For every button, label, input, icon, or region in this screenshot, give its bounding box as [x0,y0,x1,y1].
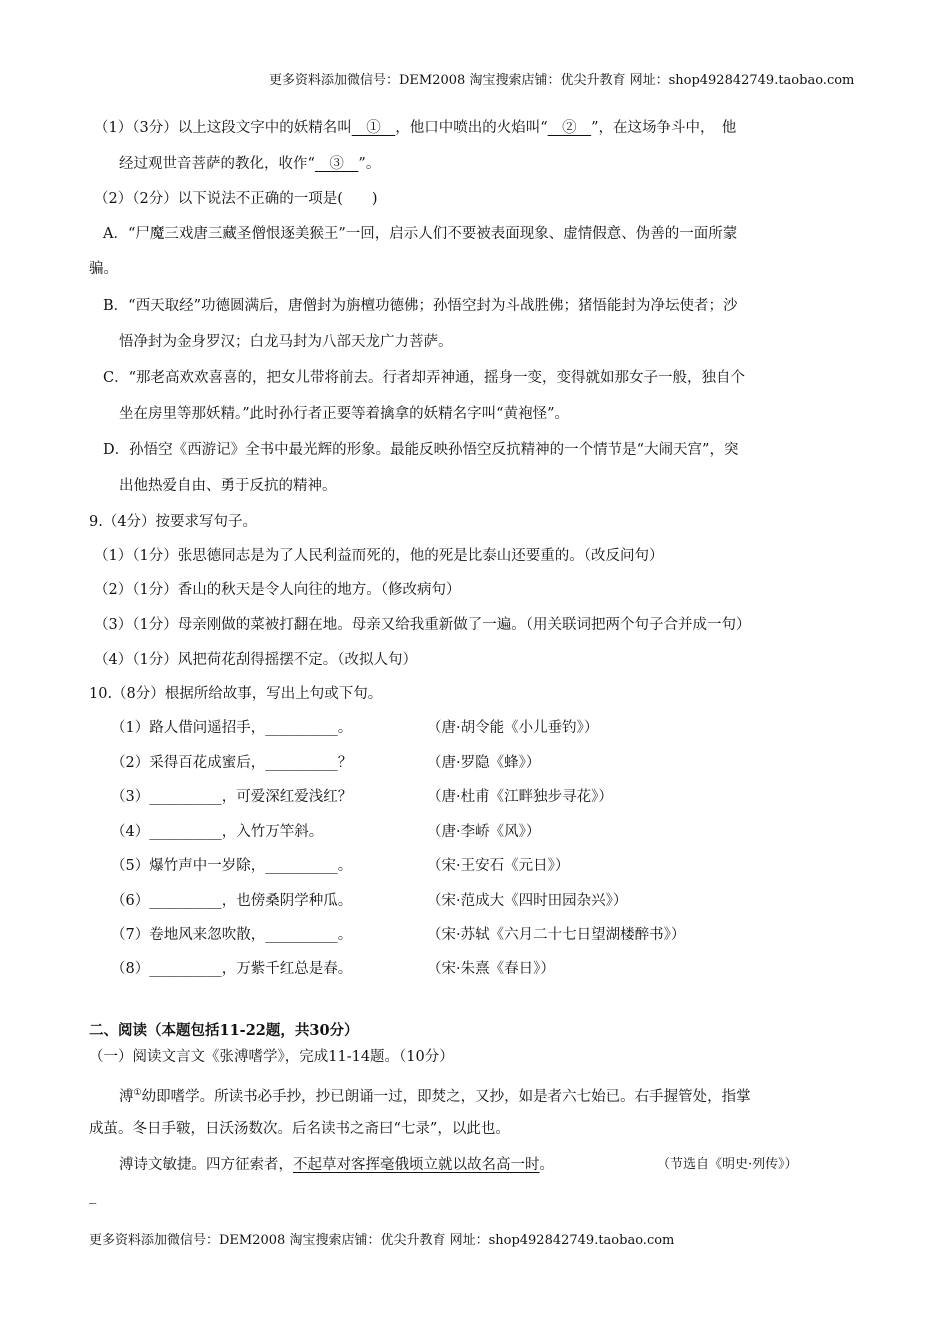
q10-source-4: （唐·李峤《风》） [427,824,541,840]
section-2-subtitle: （一）阅读文言文《张溥嗜学》，完成11-14题。（10分） [89,1049,454,1065]
section-2-title: 二、阅读（本题包括11-22题，共30分） [89,1022,359,1039]
q8-part1-line2: 经过观世音菩萨的教化，收作“ ③ ”。 [119,156,381,172]
q10-source-2: （唐·罗隐《蜂》） [427,755,541,771]
q10-item-1: （1）路人借问遥招手，__________。 [111,720,353,736]
q10-item-8: （8）__________，万紫千红总是春。 [111,961,353,977]
page-header: 更多资料添加微信号：DEM2008 淘宝搜索店铺：优尖升教育 网址：shop492842749.taobao.com [269,73,855,88]
option-b-line1: B．“西天取经”功德圆满后，唐僧封为旃檀功德佛；孙悟空封为斗战胜佛；猪悟能封为净坛使者；沙 [103,298,738,314]
q9-title: 9.（4分）按要求写句子。 [89,514,258,530]
option-c-line1: C．“那老高欢欢喜喜的，把女儿带将前去。行者却弄神通，摇身一变，变得就如那女子一般，独自个 [103,370,746,386]
q10-title: 10.（8分）根据所给故事，写出上句或下句。 [89,686,383,702]
blank-2[interactable]: ② [547,120,592,136]
underlined-sentence: 不起草对客挥毫俄顷立就以故名高一时 [293,1157,540,1173]
option-d-line2: 出他热爱自由、勇于反抗的精神。 [119,478,337,494]
q9-item-2: （2）（1分）香山的秋天是令人向往的地方。（修改病句） [94,582,461,598]
q9-item-1: （1）（1分）张思德同志是为了人民利益而死的，他的死是比泰山还要重的。（改反问句） [94,548,664,564]
q9-item-3: （3）（1分）母亲刚做的菜被打翻在地。母亲又给我重新做了一遍。（用关联词把两个句子合并成一句） [94,617,751,633]
q10-source-7: （宋·苏轼《六月二十七日望湖楼醉书》） [427,927,686,943]
q8-part1-line1: （1）（3分）以上这段文字中的妖精名叫 ① ，他口中喷出的火焰叫“ ② ”，在这场争斗中， 他 [94,120,737,136]
option-b-line2: 悟净封为金身罗汉；白龙马封为八部天龙广力菩萨。 [119,334,453,350]
page-footer: 更多资料添加微信号：DEM2008 淘宝搜索店铺：优尖升教育 网址：shop492842749.taobao.com [89,1233,675,1248]
option-c-line2: 坐在房里等那妖精。”此时孙行者正要等着擒拿的妖精名字叫“黄袍怪”。 [119,406,569,422]
q10-source-1: （唐·胡令能《小儿垂钓》） [427,720,599,736]
q10-item-3: （3）__________，可爱深红爱浅红？ [111,789,353,805]
footnote-marker: ① [133,1088,142,1098]
q8-part2-prompt: （2）（2分）以下说法不正确的一项是( ) [94,191,378,207]
q10-source-5: （宋·王安石《元日》） [427,858,570,874]
footnote-divider: _ [89,1188,97,1204]
q9-item-4: （4）（1分）风把荷花刮得摇摆不定。（改拟人句） [94,652,417,668]
q10-item-2: （2）采得百花成蜜后，__________？ [111,755,353,771]
passage-para2: 溥诗文敏捷。四方征索者，不起草对客挥毫俄顷立就以故名高一时。 [119,1157,554,1173]
q10-source-6: （宋·范成大《四时田园杂兴》） [427,893,628,909]
passage-source: （节选自《明史·列传》） [657,1157,798,1172]
q10-source-8: （宋·朱熹《春日》） [427,961,555,977]
blank-1[interactable]: ① [351,120,396,136]
q10-item-7: （7）卷地风来忽吹散，__________。 [111,927,353,943]
q10-source-3: （唐·杜甫《江畔独步寻花》） [427,789,613,805]
blank-3[interactable]: ③ [314,156,359,172]
passage-para1-line2: 成茧。冬日手皲，日沃汤数次。后名读书之斋曰“七录”，以此也。 [89,1121,510,1137]
q10-item-5: （5）爆竹声中一岁除，__________。 [111,858,353,874]
q10-item-4: （4）__________，入竹万竿斜。 [111,824,324,840]
q10-item-6: （6）__________，也傍桑阴学种瓜。 [111,893,353,909]
option-a-line2: 骗。 [89,261,118,277]
option-a-line1: A．“尸魔三戏唐三藏圣僧恨逐美猴王”一回，启示人们不要被表面现象、虚情假意、伪善的一面所蒙 [103,226,738,242]
passage-para1-line1: 溥①幼即嗜学。所读书必手抄，抄已朗诵一过，即焚之，又抄，如是者六七始已。右手握管处，指掌 [119,1088,751,1105]
option-d-line1: D．孙悟空《西游记》全书中最光辉的形象。最能反映孙悟空反抗精神的一个情节是“大闹天宫”，突 [103,442,739,458]
